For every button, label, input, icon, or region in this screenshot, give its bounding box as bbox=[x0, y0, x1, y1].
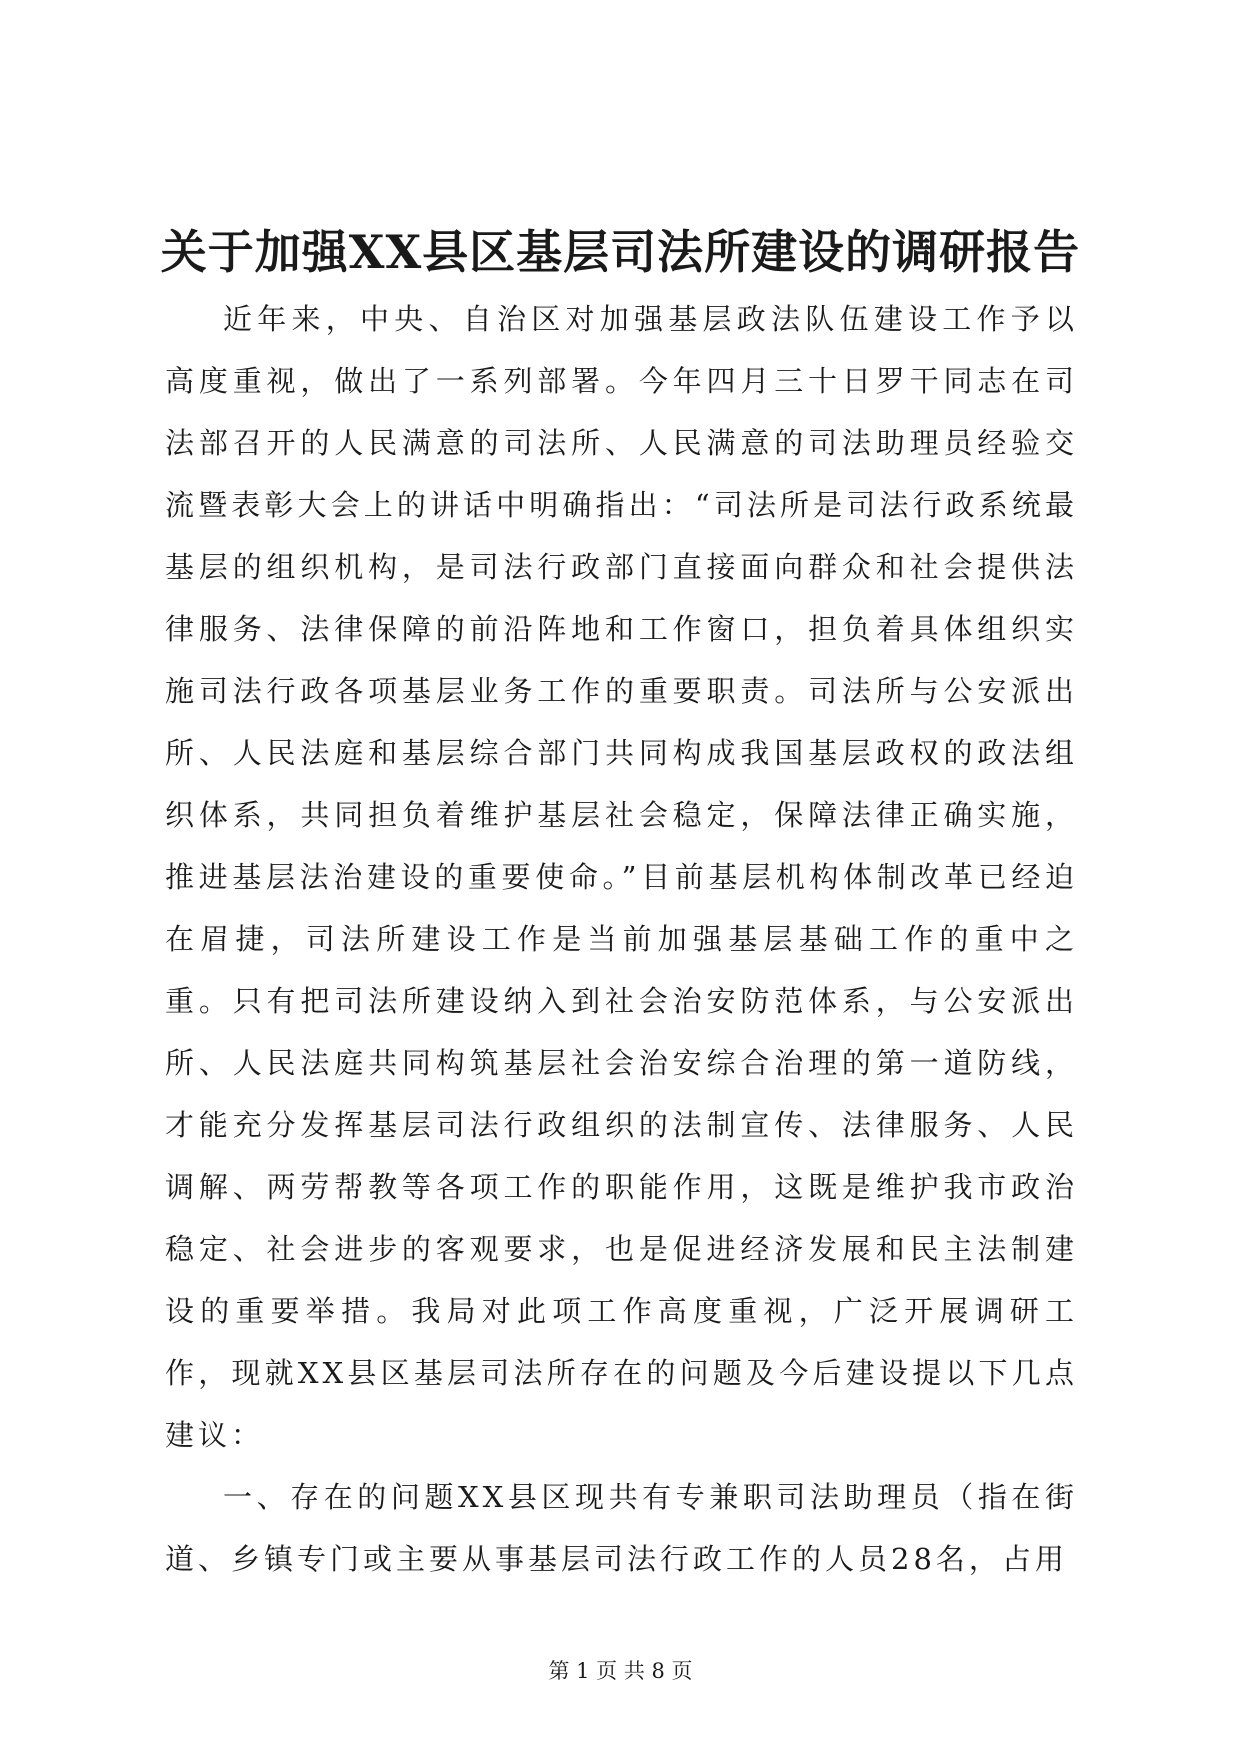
document-body bbox=[165, 288, 1078, 1590]
paragraph-intro: 近年来，中央、自治区对加强基层政法队伍建设工作予以高度重视，做出了一系列部署。今年四月三十日罗干同志在司法部召开的人民满意的司法所、人民满意的司法助理员经验交流暨表彰大会上的讲话中明确指出：“司法所是司法行政系统最基层的组织机构，是司法行政部门直接面向群众和社会提供法律服务、法律保障的前沿阵地和工作窗口，担负着具体组织实施司法行政各项基层业务工作的重要职责。司法所与公安派出所、人民法庭和基层综合部门共同构成我国基层政权的政法组织体系，共同担负着维护基层社会稳定，保障法律正确实施，推进基层法治建设的重要使命。”目前基层机构体制改革已经迫在眉捷，司法所建设工作是当前加强基层基础工作的重中之重。只有把司法所建设纳入到社会治安防范体系，与公安派出所、人民法庭共同构筑基层社会治安综合治理的第一道防线，才能充分发挥基层司法行政组织的法制宣传、法律服务、人民调解、两劳帮教等各项工作的职能作用，这既是维护我市政治稳定、社会进步的客观要求，也是促进经济发展和民主法制建设的重要举措。我局对此项工作高度重视，广泛开展调研工作，现就XX县区基层司法所存在的问题及今后建设提以下几点建议： bbox=[165, 302, 1078, 1452]
document-title: 关于加强XX县区基层司法所建设的调研报告 bbox=[160, 225, 1081, 279]
paragraph-problems: 一、存在的问题XX县区现共有专兼职司法助理员（指在街道、乡镇专门或主要从事基层司法行政工作的人员28名，占用 bbox=[165, 1480, 1078, 1576]
page-footer: 第 1 页 共 8 页 bbox=[548, 1659, 693, 1683]
